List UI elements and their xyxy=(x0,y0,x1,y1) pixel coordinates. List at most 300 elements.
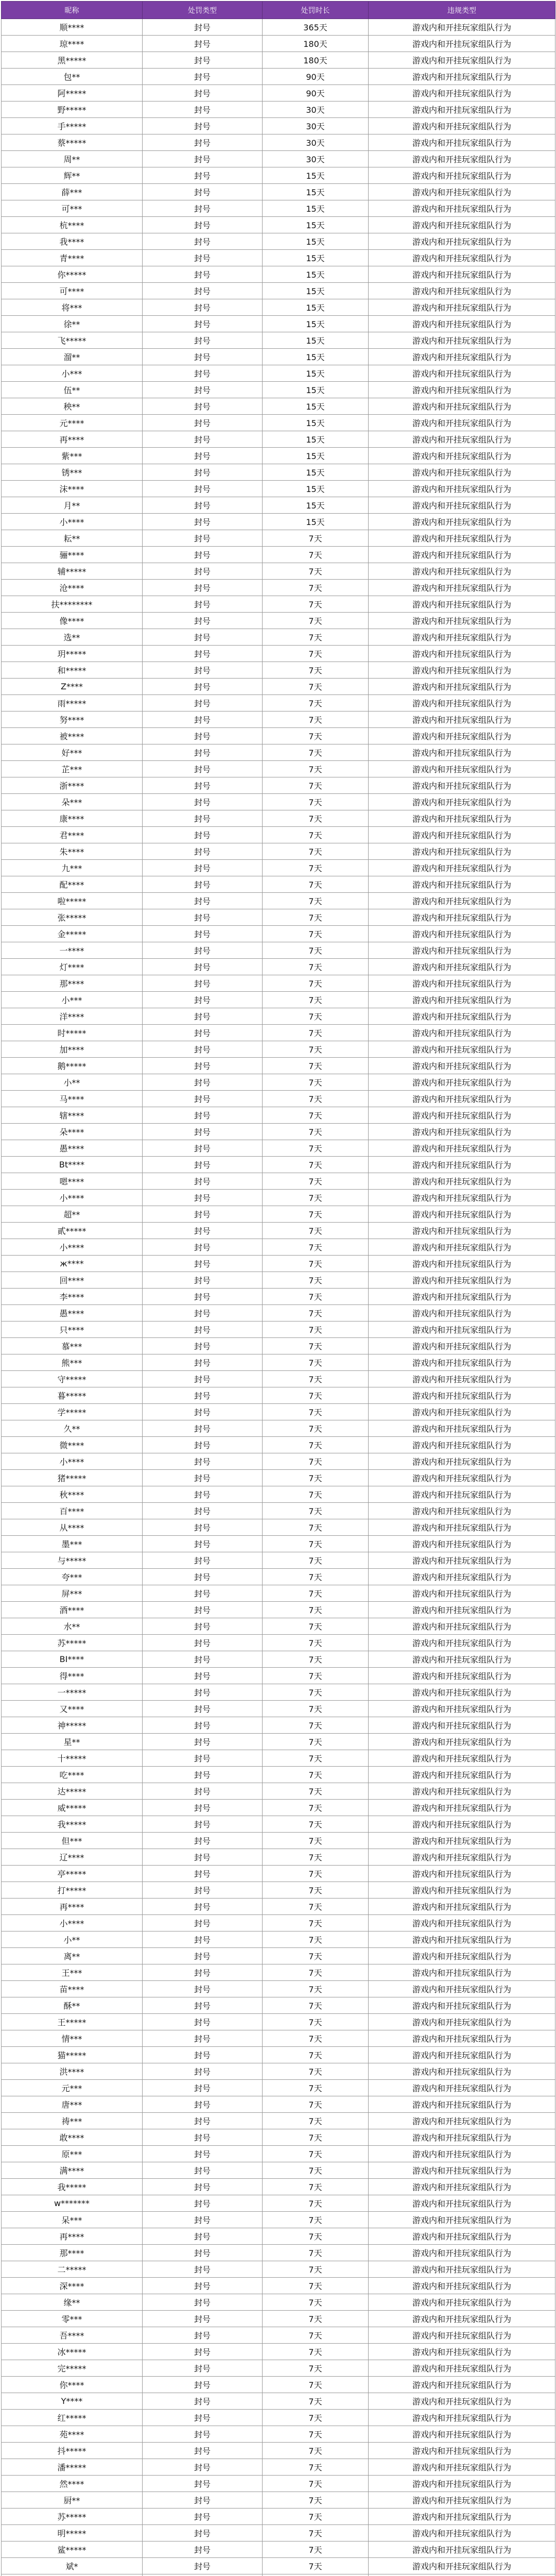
cell-penalty-duration: 7天 xyxy=(263,1239,369,1256)
cell-violation-type: 游戏内和开挂玩家组队行为 xyxy=(369,134,555,151)
cell-nickname: 完***** xyxy=(2,2360,143,2377)
cell-violation-type: 游戏内和开挂玩家组队行为 xyxy=(369,1420,555,1437)
cell-penalty-type: 封号 xyxy=(143,1651,263,1668)
cell-penalty-duration: 7天 xyxy=(263,563,369,580)
table-row xyxy=(2,1668,555,1684)
cell-violation-type: 游戏内和开挂玩家组队行为 xyxy=(369,283,555,299)
cell-penalty-duration: 15天 xyxy=(263,448,369,464)
table-row xyxy=(2,679,555,695)
cell-penalty-duration: 7天 xyxy=(263,2459,369,2476)
cell-nickname: Y**** xyxy=(2,2393,143,2410)
cell-violation-type: 游戏内和开挂玩家组队行为 xyxy=(369,810,555,827)
table-row xyxy=(2,1866,555,1882)
cell-nickname: 张***** xyxy=(2,909,143,926)
cell-penalty-duration: 7天 xyxy=(263,1206,369,1223)
table-row xyxy=(2,2113,555,2129)
table-row xyxy=(2,2261,555,2278)
cell-nickname: 那**** xyxy=(2,975,143,992)
cell-penalty-duration: 7天 xyxy=(263,1470,369,1486)
cell-nickname: 辉** xyxy=(2,167,143,184)
cell-nickname: 明***** xyxy=(2,2525,143,2541)
cell-violation-type: 游戏内和开挂玩家组队行为 xyxy=(369,530,555,547)
table-row xyxy=(2,101,555,118)
cell-penalty-duration: 15天 xyxy=(263,382,369,398)
cell-penalty-duration: 15天 xyxy=(263,497,369,514)
table-row xyxy=(2,1321,555,1338)
cell-penalty-type: 封号 xyxy=(143,1190,263,1206)
cell-penalty-duration: 7天 xyxy=(263,2344,369,2360)
cell-penalty-type: 封号 xyxy=(143,1866,263,1882)
table-row xyxy=(2,299,555,316)
table-row xyxy=(2,942,555,959)
cell-violation-type: 游戏内和开挂玩家组队行为 xyxy=(369,2426,555,2443)
cell-penalty-duration: 7天 xyxy=(263,1997,369,2014)
table-row xyxy=(2,1437,555,1453)
cell-violation-type: 游戏内和开挂玩家组队行为 xyxy=(369,2327,555,2344)
cell-violation-type: 游戏内和开挂玩家组队行为 xyxy=(369,909,555,926)
table-row xyxy=(2,217,555,233)
cell-penalty-type: 封号 xyxy=(143,547,263,563)
cell-violation-type: 游戏内和开挂玩家组队行为 xyxy=(369,514,555,530)
cell-penalty-type: 封号 xyxy=(143,2327,263,2344)
table-row xyxy=(2,827,555,843)
table-row xyxy=(2,1684,555,1701)
cell-violation-type: 游戏内和开挂玩家组队行为 xyxy=(369,431,555,448)
cell-nickname: 再**** xyxy=(2,1899,143,1915)
cell-violation-type: 游戏内和开挂玩家组队行为 xyxy=(369,2360,555,2377)
table-row xyxy=(2,975,555,992)
cell-penalty-duration: 15天 xyxy=(263,464,369,481)
cell-penalty-duration: 7天 xyxy=(263,2245,369,2261)
cell-violation-type: 游戏内和开挂玩家组队行为 xyxy=(369,959,555,975)
cell-penalty-type: 封号 xyxy=(143,596,263,613)
cell-penalty-duration: 7天 xyxy=(263,1833,369,1849)
table-row xyxy=(2,2228,555,2245)
cell-nickname: 与***** xyxy=(2,1552,143,1569)
table-row xyxy=(2,711,555,728)
cell-penalty-duration: 15天 xyxy=(263,332,369,349)
cell-nickname: Bt**** xyxy=(2,1157,143,1173)
cell-penalty-type: 封号 xyxy=(143,530,263,547)
cell-nickname: 亭***** xyxy=(2,1866,143,1882)
cell-nickname: 酒**** xyxy=(2,1602,143,1618)
table-row xyxy=(2,2426,555,2443)
cell-penalty-duration: 7天 xyxy=(263,1849,369,1866)
cell-penalty-duration: 90天 xyxy=(263,69,369,85)
cell-penalty-duration: 15天 xyxy=(263,184,369,200)
cell-violation-type: 游戏内和开挂玩家组队行为 xyxy=(369,2476,555,2492)
cell-nickname: 那**** xyxy=(2,2245,143,2261)
table-row xyxy=(2,365,555,382)
table-row xyxy=(2,382,555,398)
cell-violation-type: 游戏内和开挂玩家组队行为 xyxy=(369,184,555,200)
cell-nickname: 包** xyxy=(2,69,143,85)
cell-penalty-type: 封号 xyxy=(143,580,263,596)
cell-violation-type: 游戏内和开挂玩家组队行为 xyxy=(369,1338,555,1354)
cell-penalty-duration: 7天 xyxy=(263,1931,369,1948)
cell-penalty-type: 封号 xyxy=(143,2426,263,2443)
cell-nickname: 李**** xyxy=(2,1289,143,1305)
cell-violation-type: 游戏内和开挂玩家组队行为 xyxy=(369,1305,555,1321)
cell-violation-type: 游戏内和开挂玩家组队行为 xyxy=(369,2162,555,2179)
table-row xyxy=(2,2525,555,2541)
table-row xyxy=(2,2311,555,2327)
cell-nickname: 零*** xyxy=(2,2311,143,2327)
cell-nickname: 小*** xyxy=(2,992,143,1008)
cell-nickname: 琼**** xyxy=(2,36,143,52)
table-row xyxy=(2,2574,555,2576)
cell-violation-type: 游戏内和开挂玩家组队行为 xyxy=(369,2294,555,2311)
cell-violation-type: 游戏内和开挂玩家组队行为 xyxy=(369,1915,555,1931)
cell-violation-type: 游戏内和开挂玩家组队行为 xyxy=(369,2179,555,2195)
cell-nickname: 灯**** xyxy=(2,959,143,975)
cell-penalty-duration: 7天 xyxy=(263,2509,369,2525)
cell-nickname: 水** xyxy=(2,1618,143,1635)
cell-penalty-duration: 7天 xyxy=(263,1074,369,1091)
cell-penalty-type: 封号 xyxy=(143,2096,263,2113)
table-row xyxy=(2,1519,555,1536)
cell-nickname: w******* xyxy=(2,2195,143,2212)
cell-penalty-type: 封号 xyxy=(143,2311,263,2327)
cell-violation-type: 游戏内和开挂玩家组队行为 xyxy=(369,2146,555,2162)
cell-penalty-type: 封号 xyxy=(143,695,263,711)
table-row xyxy=(2,1206,555,1223)
cell-nickname: 骊**** xyxy=(2,547,143,563)
cell-nickname: 鲨***** xyxy=(2,2541,143,2558)
table-row xyxy=(2,1107,555,1124)
table-row xyxy=(2,1569,555,1585)
table-row xyxy=(2,2080,555,2096)
table-row xyxy=(2,2063,555,2080)
table-row xyxy=(2,85,555,101)
cell-penalty-type: 封号 xyxy=(143,118,263,134)
table-row xyxy=(2,2377,555,2393)
cell-penalty-type: 封号 xyxy=(143,283,263,299)
table-row xyxy=(2,2492,555,2509)
cell-penalty-type: 封号 xyxy=(143,662,263,679)
table-row xyxy=(2,2410,555,2426)
cell-nickname: 芷*** xyxy=(2,761,143,777)
cell-violation-type: 游戏内和开挂玩家组队行为 xyxy=(369,1486,555,1503)
cell-violation-type: 游戏内和开挂玩家组队行为 xyxy=(369,316,555,332)
cell-violation-type: 游戏内和开挂玩家组队行为 xyxy=(369,2525,555,2541)
table-row xyxy=(2,1915,555,1931)
header-penalty-duration: 处罚时长 xyxy=(263,2,369,19)
cell-penalty-type: 封号 xyxy=(143,1915,263,1931)
table-row xyxy=(2,2245,555,2261)
cell-violation-type: 游戏内和开挂玩家组队行为 xyxy=(369,2492,555,2509)
cell-penalty-type: 封号 xyxy=(143,1157,263,1173)
cell-violation-type: 游戏内和开挂玩家组队行为 xyxy=(369,761,555,777)
cell-violation-type: 游戏内和开挂玩家组队行为 xyxy=(369,1008,555,1025)
cell-violation-type: 游戏内和开挂玩家组队行为 xyxy=(369,52,555,69)
cell-penalty-duration: 7天 xyxy=(263,810,369,827)
penalty-table-container xyxy=(1,1,555,2576)
cell-penalty-type: 封号 xyxy=(143,2344,263,2360)
cell-penalty-type: 封号 xyxy=(143,316,263,332)
cell-penalty-duration: 7天 xyxy=(263,744,369,761)
table-row xyxy=(2,1503,555,1519)
cell-nickname: 夸*** xyxy=(2,1569,143,1585)
cell-penalty-duration: 7天 xyxy=(263,1486,369,1503)
cell-penalty-type: 封号 xyxy=(143,1354,263,1371)
cell-violation-type: 游戏内和开挂玩家组队行为 xyxy=(369,2195,555,2212)
cell-nickname: 像**** xyxy=(2,613,143,629)
cell-penalty-type: 封号 xyxy=(143,1486,263,1503)
header-violation-type: 违规类型 xyxy=(369,2,555,19)
cell-penalty-type: 封号 xyxy=(143,563,263,580)
cell-penalty-duration: 7天 xyxy=(263,1437,369,1453)
table-row xyxy=(2,662,555,679)
cell-penalty-type: 封号 xyxy=(143,646,263,662)
cell-violation-type: 游戏内和开挂玩家组队行为 xyxy=(369,646,555,662)
cell-penalty-type: 封号 xyxy=(143,1750,263,1767)
table-row xyxy=(2,1074,555,1091)
cell-nickname: 潘***** xyxy=(2,2459,143,2476)
cell-nickname: 元**** xyxy=(2,415,143,431)
cell-nickname: 冰***** xyxy=(2,2344,143,2360)
table-row xyxy=(2,1239,555,1256)
cell-nickname: 小** xyxy=(2,1931,143,1948)
cell-nickname: 厨** xyxy=(2,2492,143,2509)
cell-nickname: 将*** xyxy=(2,299,143,316)
table-row xyxy=(2,1354,555,1371)
header-row xyxy=(2,2,555,19)
cell-violation-type: 游戏内和开挂玩家组队行为 xyxy=(369,1536,555,1552)
cell-violation-type: 游戏内和开挂玩家组队行为 xyxy=(369,547,555,563)
cell-nickname: 离** xyxy=(2,1948,143,1964)
cell-violation-type: 游戏内和开挂玩家组队行为 xyxy=(369,1058,555,1074)
cell-penalty-type: 封号 xyxy=(143,1767,263,1783)
cell-nickname: 啦***** xyxy=(2,893,143,909)
cell-penalty-duration: 7天 xyxy=(263,876,369,893)
cell-penalty-type: 封号 xyxy=(143,1223,263,1239)
cell-penalty-type: 封号 xyxy=(143,893,263,909)
cell-penalty-type: 封号 xyxy=(143,1058,263,1074)
cell-penalty-type: 封号 xyxy=(143,1602,263,1618)
cell-violation-type: 游戏内和开挂玩家组队行为 xyxy=(369,167,555,184)
cell-penalty-type: 封号 xyxy=(143,2393,263,2410)
cell-nickname: 学***** xyxy=(2,1404,143,1420)
cell-penalty-type: 封号 xyxy=(143,613,263,629)
cell-penalty-duration: 7天 xyxy=(263,2541,369,2558)
cell-nickname: 伍** xyxy=(2,382,143,398)
table-row xyxy=(2,1997,555,2014)
cell-penalty-duration: 7天 xyxy=(263,2558,369,2574)
cell-nickname: ж**** xyxy=(2,1256,143,1272)
cell-penalty-type: 封号 xyxy=(143,909,263,926)
cell-penalty-duration: 7天 xyxy=(263,711,369,728)
cell-penalty-type: 封号 xyxy=(143,69,263,85)
cell-penalty-type: 封号 xyxy=(143,1833,263,1849)
cell-nickname: 薛*** xyxy=(2,184,143,200)
cell-penalty-type: 封号 xyxy=(143,1437,263,1453)
table-row xyxy=(2,184,555,200)
cell-nickname: 阿***** xyxy=(2,85,143,101)
cell-penalty-type: 封号 xyxy=(143,1321,263,1338)
cell-nickname: 选** xyxy=(2,629,143,646)
cell-penalty-duration: 7天 xyxy=(263,1140,369,1157)
cell-violation-type: 游戏内和开挂玩家组队行为 xyxy=(369,69,555,85)
cell-penalty-duration: 7天 xyxy=(263,2278,369,2294)
table-row xyxy=(2,2443,555,2459)
cell-penalty-duration: 7天 xyxy=(263,2080,369,2096)
cell-penalty-type: 封号 xyxy=(143,2129,263,2146)
table-row xyxy=(2,2294,555,2311)
cell-penalty-type: 封号 xyxy=(143,2558,263,2574)
cell-penalty-duration: 7天 xyxy=(263,679,369,695)
cell-penalty-duration: 7天 xyxy=(263,1519,369,1536)
cell-penalty-duration: 7天 xyxy=(263,2162,369,2179)
cell-nickname: 可*** xyxy=(2,200,143,217)
cell-violation-type: 游戏内和开挂玩家组队行为 xyxy=(369,992,555,1008)
cell-penalty-duration: 7天 xyxy=(263,547,369,563)
cell-penalty-duration: 7天 xyxy=(263,1058,369,1074)
cell-penalty-duration: 15天 xyxy=(263,233,369,250)
cell-penalty-type: 封号 xyxy=(143,1140,263,1157)
cell-violation-type: 游戏内和开挂玩家组队行为 xyxy=(369,1964,555,1981)
cell-violation-type: 游戏内和开挂玩家组队行为 xyxy=(369,1833,555,1849)
cell-violation-type: 游戏内和开挂玩家组队行为 xyxy=(369,1882,555,1899)
cell-nickname: 但*** xyxy=(2,1833,143,1849)
cell-penalty-type: 封号 xyxy=(143,217,263,233)
cell-penalty-duration: 7天 xyxy=(263,992,369,1008)
table-row xyxy=(2,1931,555,1948)
table-row xyxy=(2,1701,555,1717)
cell-penalty-type: 封号 xyxy=(143,959,263,975)
cell-penalty-type: 封号 xyxy=(143,2294,263,2311)
cell-violation-type: 游戏内和开挂玩家组队行为 xyxy=(369,2443,555,2459)
cell-penalty-duration: 7天 xyxy=(263,1025,369,1041)
cell-violation-type: 游戏内和开挂玩家组队行为 xyxy=(369,19,555,36)
table-row xyxy=(2,118,555,134)
table-row xyxy=(2,1767,555,1783)
cell-nickname: 再**** xyxy=(2,431,143,448)
cell-penalty-type: 封号 xyxy=(143,1453,263,1470)
cell-nickname: 雨***** xyxy=(2,695,143,711)
table-row xyxy=(2,1453,555,1470)
cell-penalty-type: 封号 xyxy=(143,1206,263,1223)
cell-nickname: 一***** xyxy=(2,1684,143,1701)
cell-penalty-duration: 7天 xyxy=(263,1173,369,1190)
table-row xyxy=(2,2278,555,2294)
cell-penalty-duration: 7天 xyxy=(263,1338,369,1354)
cell-nickname: 沧**** xyxy=(2,580,143,596)
cell-violation-type: 游戏内和开挂玩家组队行为 xyxy=(369,1783,555,1800)
cell-violation-type: 游戏内和开挂玩家组队行为 xyxy=(369,481,555,497)
table-row xyxy=(2,1948,555,1964)
table-row xyxy=(2,52,555,69)
cell-nickname: 我***** xyxy=(2,1816,143,1833)
cell-violation-type: 游戏内和开挂玩家组队行为 xyxy=(369,85,555,101)
cell-penalty-type: 封号 xyxy=(143,1008,263,1025)
cell-violation-type: 游戏内和开挂玩家组队行为 xyxy=(369,382,555,398)
cell-penalty-duration: 7天 xyxy=(263,2393,369,2410)
cell-violation-type: 游戏内和开挂玩家组队行为 xyxy=(369,2245,555,2261)
cell-nickname: 只**** xyxy=(2,1321,143,1338)
cell-penalty-type: 封号 xyxy=(143,1173,263,1190)
cell-penalty-type: 封号 xyxy=(143,2212,263,2228)
cell-violation-type: 游戏内和开挂玩家组队行为 xyxy=(369,843,555,860)
cell-violation-type: 游戏内和开挂玩家组队行为 xyxy=(369,1453,555,1470)
table-row xyxy=(2,992,555,1008)
cell-penalty-type: 封号 xyxy=(143,1289,263,1305)
table-row xyxy=(2,629,555,646)
cell-nickname: Z**** xyxy=(2,679,143,695)
table-row xyxy=(2,959,555,975)
table-row xyxy=(2,1387,555,1404)
table-row xyxy=(2,2344,555,2360)
cell-penalty-duration: 7天 xyxy=(263,1223,369,1239)
cell-penalty-duration: 15天 xyxy=(263,299,369,316)
cell-violation-type: 游戏内和开挂玩家组队行为 xyxy=(369,1651,555,1668)
cell-violation-type xyxy=(369,2574,555,2576)
cell-penalty-type: 封号 xyxy=(143,1585,263,1602)
table-row xyxy=(2,1585,555,1602)
table-row xyxy=(2,843,555,860)
table-row xyxy=(2,728,555,744)
cell-penalty-type: 封号 xyxy=(143,2228,263,2245)
cell-violation-type: 游戏内和开挂玩家组队行为 xyxy=(369,118,555,134)
table-row xyxy=(2,1800,555,1816)
cell-penalty-duration: 7天 xyxy=(263,1750,369,1767)
cell-violation-type: 游戏内和开挂玩家组队行为 xyxy=(369,1717,555,1734)
cell-penalty-type: 封号 xyxy=(143,2541,263,2558)
penalty-table xyxy=(1,1,555,2576)
cell-nickname: 苏***** xyxy=(2,1635,143,1651)
cell-violation-type: 游戏内和开挂玩家组队行为 xyxy=(369,827,555,843)
table-row xyxy=(2,2476,555,2492)
cell-penalty-duration: 7天 xyxy=(263,2476,369,2492)
cell-penalty-duration: 7天 xyxy=(263,1536,369,1552)
table-row xyxy=(2,316,555,332)
cell-violation-type: 游戏内和开挂玩家组队行为 xyxy=(369,1668,555,1684)
table-row xyxy=(2,1470,555,1486)
cell-penalty-type: 封号 xyxy=(143,2410,263,2426)
cell-violation-type: 游戏内和开挂玩家组队行为 xyxy=(369,1635,555,1651)
cell-violation-type: 游戏内和开挂玩家组队行为 xyxy=(369,2541,555,2558)
table-row xyxy=(2,926,555,942)
cell-nickname: 二***** xyxy=(2,2261,143,2278)
cell-penalty-type: 封号 xyxy=(143,2509,263,2525)
cell-penalty-type: 封号 xyxy=(143,1239,263,1256)
cell-penalty-duration: 15天 xyxy=(263,349,369,365)
cell-nickname: 小**** xyxy=(2,514,143,530)
cell-penalty-duration: 7天 xyxy=(263,2096,369,2113)
cell-nickname: 祷*** xyxy=(2,2113,143,2129)
table-row xyxy=(2,1404,555,1420)
cell-penalty-type: 封号 xyxy=(143,1734,263,1750)
table-row xyxy=(2,2393,555,2410)
cell-violation-type: 游戏内和开挂玩家组队行为 xyxy=(369,250,555,266)
cell-penalty-duration: 7天 xyxy=(263,1635,369,1651)
cell-penalty-type: 封号 xyxy=(143,1091,263,1107)
cell-penalty-duration: 7天 xyxy=(263,1569,369,1585)
cell-nickname: 朱**** xyxy=(2,843,143,860)
cell-nickname: 小** xyxy=(2,1074,143,1091)
cell-violation-type: 游戏内和开挂玩家组队行为 xyxy=(369,2096,555,2113)
cell-nickname: 微**** xyxy=(2,1437,143,1453)
cell-penalty-type: 封号 xyxy=(143,2459,263,2476)
cell-penalty-duration: 7天 xyxy=(263,2443,369,2459)
cell-penalty-duration: 7天 xyxy=(263,1767,369,1783)
cell-nickname: 十***** xyxy=(2,1750,143,1767)
cell-penalty-duration: 7天 xyxy=(263,1783,369,1800)
cell-nickname: 玥***** xyxy=(2,646,143,662)
cell-violation-type: 游戏内和开挂玩家组队行为 xyxy=(369,1866,555,1882)
cell-penalty-duration: 7天 xyxy=(263,2030,369,2047)
table-row xyxy=(2,2360,555,2377)
